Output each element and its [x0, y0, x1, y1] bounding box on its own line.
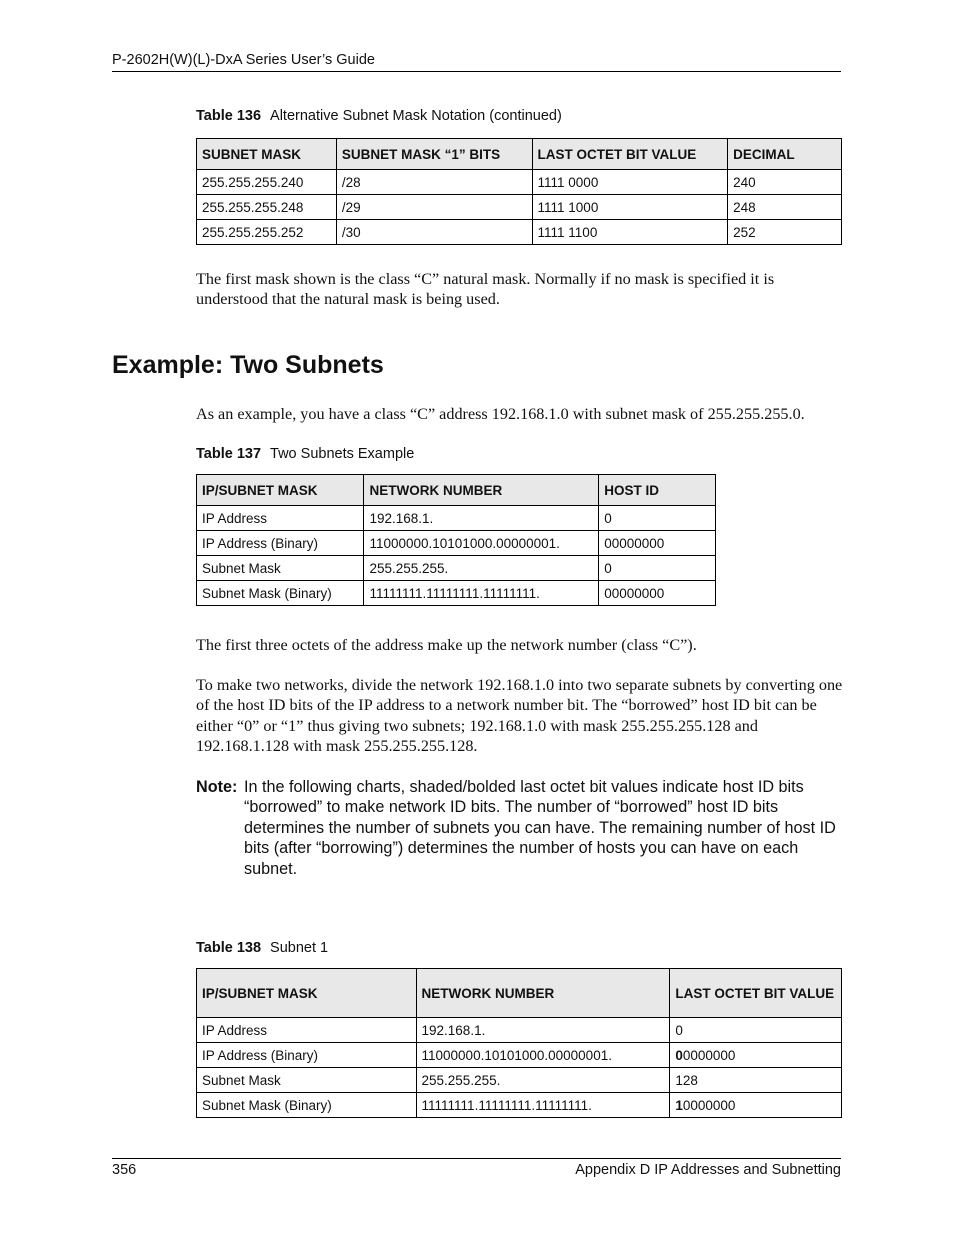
table-138-label: Table 138	[196, 940, 262, 956]
table-row	[197, 1043, 842, 1068]
section-heading: Example: Two Subnets	[112, 351, 384, 379]
table-cell: 255.255.255.252	[197, 220, 337, 245]
table-cell: 11111111.11111111.11111111.	[416, 1093, 670, 1118]
body-paragraph: To make two networks, divide the network 192.168.1.0 into two separate subnets by converting one of the host ID bits of the IP address to a network number bit. The “borrowed” host ID bit can be either “0” or “1” thus giving two subnets; 192.168.1.0 with mask 255.255.255.128 and 192.168.1.128 with mask 255.255.255.128.	[196, 676, 843, 756]
table-cell: 240	[728, 170, 842, 195]
table-row	[197, 170, 842, 195]
table-cell: IP Address	[197, 1018, 417, 1043]
body-paragraph: The first mask shown is the class “C” natural mask. Normally if no mask is specified it is understood that the natural mask is being used.	[196, 270, 775, 309]
column-header: IP/SUBNET MASK	[197, 475, 364, 506]
page-number: 356	[112, 1162, 137, 1178]
table-header-row	[197, 139, 842, 170]
remaining-bits: 0000000	[682, 1097, 736, 1113]
table-row	[197, 531, 716, 556]
table-cell	[670, 1018, 842, 1043]
table-row	[197, 1018, 842, 1043]
running-header: P-2602H(W)(L)-DxA Series User’s Guide	[112, 52, 375, 68]
column-header: LAST OCTET BIT VALUE	[532, 139, 728, 170]
column-header: SUBNET MASK “1” BITS	[336, 139, 532, 170]
note-label: Note:	[196, 778, 238, 796]
note-block	[196, 777, 844, 879]
table-cell: 1111 0000	[532, 170, 728, 195]
table-136-label: Table 136	[196, 108, 262, 124]
table-row	[197, 220, 842, 245]
borrowed-bit: 1	[675, 1097, 683, 1113]
table-136-caption	[196, 108, 562, 124]
table-cell: /29	[336, 195, 532, 220]
column-header: SUBNET MASK	[197, 139, 337, 170]
table-cell: Subnet Mask	[197, 1068, 417, 1093]
table-cell: /28	[336, 170, 532, 195]
remaining-bits: 128	[675, 1072, 698, 1088]
remaining-bits: 0	[675, 1022, 683, 1038]
table-header-row	[197, 969, 842, 1018]
column-header: NETWORK NUMBER	[364, 475, 599, 506]
table-cell: 255.255.255.	[416, 1068, 670, 1093]
footer-rule	[112, 1158, 841, 1159]
table-136-title: Alternative Subnet Mask Notation (continued)	[270, 108, 562, 124]
table-cell	[670, 1068, 842, 1093]
note-text: In the following charts, shaded/bolded last octet bit values indicate host ID bits “borrowed” to make network ID bits. The number of “borrowed” host ID bits determines the number of subnets you can have. The remaining number of host ID bits (after “borrowing”) determines the number of hosts you can have on each subnet.	[244, 778, 836, 878]
body-paragraph: As an example, you have a class “C” address 192.168.1.0 with subnet mask of 255.255.255.0.	[196, 405, 805, 423]
table-cell: /30	[336, 220, 532, 245]
table-row	[197, 506, 716, 531]
table-138-title: Subnet 1	[270, 940, 329, 956]
header-rule	[112, 71, 841, 72]
table-cell	[670, 1093, 842, 1118]
table-cell: 11111111.11111111.11111111.	[364, 581, 599, 606]
table-137-label: Table 137	[196, 446, 262, 462]
table-cell: Subnet Mask	[197, 556, 364, 581]
table-row	[197, 556, 716, 581]
column-header: DECIMAL	[728, 139, 842, 170]
table-cell: 192.168.1.	[364, 506, 599, 531]
table-cell: 11000000.10101000.00000001.	[416, 1043, 670, 1068]
footer-section-title: Appendix D IP Addresses and Subnetting	[575, 1162, 841, 1178]
table-cell: 0	[599, 556, 716, 581]
table-137-title: Two Subnets Example	[270, 446, 415, 462]
column-header: IP/SUBNET MASK	[197, 969, 417, 1018]
table-cell: 248	[728, 195, 842, 220]
table-138-caption	[196, 940, 328, 956]
table-136	[196, 138, 842, 245]
column-header: LAST OCTET BIT VALUE	[670, 969, 842, 1018]
table-cell: IP Address	[197, 506, 364, 531]
column-header: HOST ID	[599, 475, 716, 506]
table-row	[197, 581, 716, 606]
table-cell	[670, 1043, 842, 1068]
table-137-caption	[196, 446, 414, 462]
table-cell: 1111 1100	[532, 220, 728, 245]
table-cell: 1111 1000	[532, 195, 728, 220]
table-137	[196, 474, 716, 606]
table-cell: 192.168.1.	[416, 1018, 670, 1043]
table-cell: IP Address (Binary)	[197, 1043, 417, 1068]
table-row	[197, 195, 842, 220]
table-row	[197, 1093, 842, 1118]
table-cell: 11000000.10101000.00000001.	[364, 531, 599, 556]
table-cell: 00000000	[599, 531, 716, 556]
remaining-bits: 0000000	[682, 1047, 736, 1063]
table-cell: 00000000	[599, 581, 716, 606]
table-cell: 255.255.255.248	[197, 195, 337, 220]
table-138	[196, 968, 842, 1118]
column-header: NETWORK NUMBER	[416, 969, 670, 1018]
table-cell: 252	[728, 220, 842, 245]
table-cell: IP Address (Binary)	[197, 531, 364, 556]
table-header-row	[197, 475, 716, 506]
table-cell: 0	[599, 506, 716, 531]
table-cell: 255.255.255.240	[197, 170, 337, 195]
table-cell: Subnet Mask (Binary)	[197, 581, 364, 606]
table-cell: 255.255.255.	[364, 556, 599, 581]
table-cell: Subnet Mask (Binary)	[197, 1093, 417, 1118]
table-row	[197, 1068, 842, 1093]
body-paragraph: The first three octets of the address make up the network number (class “C”).	[196, 636, 697, 654]
borrowed-bit: 0	[675, 1047, 683, 1063]
